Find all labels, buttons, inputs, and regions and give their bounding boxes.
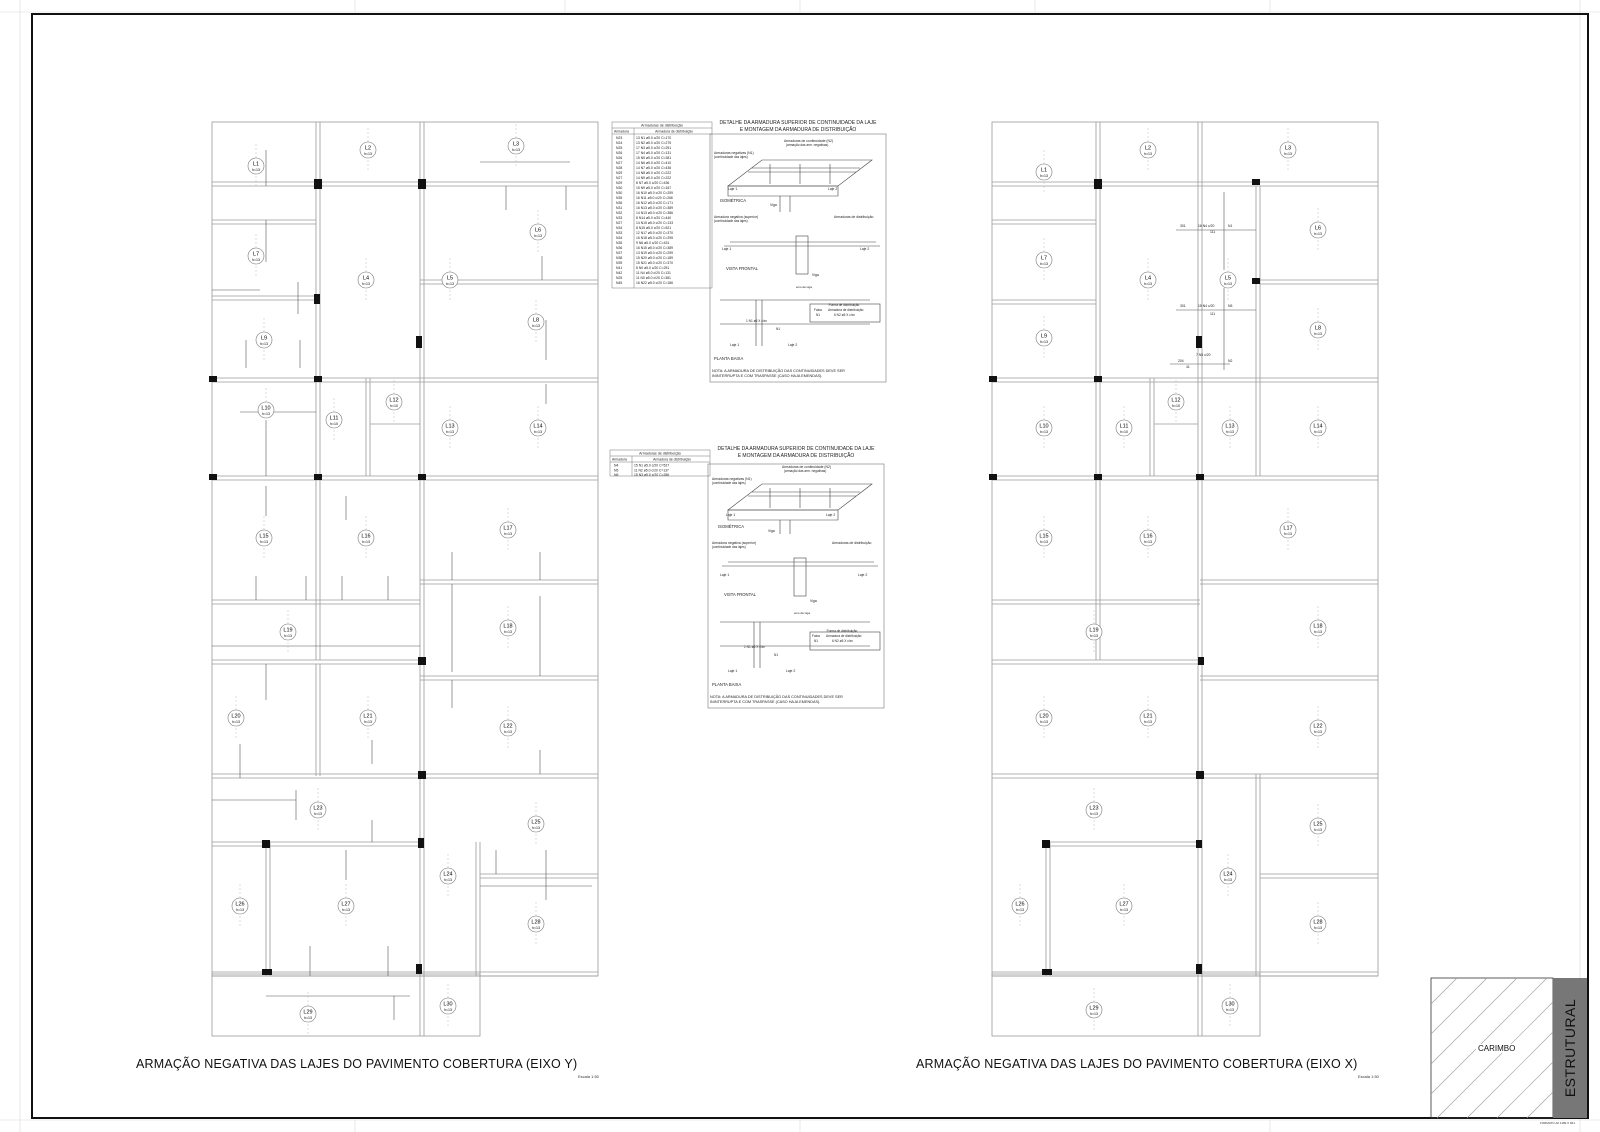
slab-id: L27 <box>1119 901 1129 908</box>
detail-n1-label-top: 1 N1 ø5 X c/xx <box>746 319 767 323</box>
table-1-cell-armadura: N29 <box>616 181 623 185</box>
slab-id: L3 <box>512 141 520 148</box>
table-1-cell-armadura: N24 <box>616 141 623 145</box>
table-1-cell-armadura: N42 <box>616 271 623 275</box>
table-1-cell-armadura: N33 <box>616 231 623 235</box>
slab-thickness: h=13 <box>252 258 260 262</box>
slab-thickness: h=13 <box>534 234 542 238</box>
detail-laje1-top: Laje 1 <box>728 187 738 191</box>
right-plan-scale: Escala 1:50 <box>1358 1074 1379 1079</box>
slab-thickness: h=13 <box>1090 634 1098 638</box>
slab-thickness: h=13 <box>504 630 512 634</box>
slab-id: L17 <box>1283 525 1293 532</box>
detail-forma-h2-bottom: Armadura de distribuição <box>826 634 862 638</box>
slab-thickness: h=13 <box>444 1008 452 1012</box>
table-1-cell-armadura: N45 <box>616 281 623 285</box>
detail-nota-line1-top: NOTA: A ARMADURA DE DISTRIBUIÇÃO DAS CONTINUIDADES DEVE SER <box>712 369 845 373</box>
left-plan-columns <box>209 179 426 975</box>
slab-id: L20 <box>231 713 241 720</box>
slab-thickness: h=13 <box>1090 1012 1098 1016</box>
table-1-cell-distribuicao: 8 N15 ø5.0 c/20 C=521 <box>636 226 672 230</box>
slab-thickness: h=13 <box>512 148 520 152</box>
detail-forma-h1-top: Faixa <box>814 308 822 312</box>
detail-label-n1b-bottom: (continuidade das lajes) <box>712 481 746 485</box>
slab-id: L12 <box>389 397 399 404</box>
table-1-cell-distribuicao: 16 N10 ø5.0 c/20 C=259 <box>636 191 674 195</box>
slab-id: L13 <box>1225 423 1235 430</box>
table-1-cell-distribuicao: 14 N15 ø5.0 c/20 C=133 <box>636 221 674 225</box>
slab-thickness: h=13 <box>1314 926 1322 930</box>
right-rebar-label: 7 N5 c/20 <box>1196 353 1211 357</box>
table-1-cell-distribuicao: 15 N21 ø5.0 c/20 C=370 <box>636 261 674 265</box>
slab-thickness: h=13 <box>1144 540 1152 544</box>
detail-laje1-front-top: Laje 1 <box>722 247 732 251</box>
right-plan-rebar-lines <box>1170 192 1256 370</box>
slab-thickness: h=13 <box>1040 540 1048 544</box>
detail-isometrica-bottom: ISOMÉTRICA <box>718 524 745 529</box>
detail-eixo-viga-bottom: eixo da viga <box>794 611 811 615</box>
slab-id: L19 <box>283 627 293 634</box>
slab-thickness: h=13 <box>532 926 540 930</box>
slab-thickness: h=13 <box>1090 812 1098 816</box>
detail-laje1-plan-top: Laje 1 <box>730 343 740 347</box>
slab-thickness: h=13 <box>252 168 260 172</box>
slab-thickness: h=13 <box>1040 262 1048 266</box>
detail-n1-tag-bottom: N1 <box>774 653 779 657</box>
slab-thickness: h=13 <box>1314 730 1322 734</box>
table-1-cell-armadura: N29 <box>616 171 623 175</box>
slab-id: L12 <box>1171 397 1181 404</box>
detail-laje2-front-bottom: Laje 2 <box>858 573 868 577</box>
table-1-cell-armadura: N30 <box>616 191 623 195</box>
detail-n1-label-bottom: 1 N1 ø5 X c/xx <box>744 645 765 649</box>
discipline-tab-label: ESTRUTURAL <box>1562 998 1579 1098</box>
detail-nota-line2-top: ININTERRUPTA E COM TRASPASSE (CASO HAJA EMENDAS). <box>712 374 823 378</box>
slab-thickness: h=13 <box>362 540 370 544</box>
slab-id: L8 <box>1314 325 1322 332</box>
slab-thickness: h=13 <box>532 324 540 328</box>
table-1-cell-distribuicao: 12 N17 ø5.0 c/20 C=370 <box>636 231 674 235</box>
table-1-cell-armadura: N32 <box>616 211 623 215</box>
table-1-cell-distribuicao: 14 N6 ø5.0 c/20 C=410 <box>636 161 672 165</box>
slab-id: L30 <box>1225 1001 1235 1008</box>
detail-label-n2-bottom: Armaduras de continuidade (N2) <box>782 465 832 469</box>
detail-title-line2-bottom: E MONTAGEM DA ARMADURA DE DISTRIBUIÇÃO <box>737 453 855 459</box>
slab-id: L14 <box>533 423 543 430</box>
slab-thickness: h=13 <box>1144 720 1152 724</box>
slab-id: L26 <box>235 901 245 908</box>
right-plan-columns <box>989 179 1260 975</box>
detail-n1-tag-top: N1 <box>776 327 781 331</box>
table-1-cell-distribuicao: 9 N6 ø5.0 c/20 C=431 <box>636 241 670 245</box>
detail-forma-r2-top: 6 N2 ø5 X c/xx <box>834 313 855 317</box>
table-1-cell-distribuicao: 14 N13 ø5.0 c/20 C=386 <box>636 211 674 215</box>
slab-id: L23 <box>313 805 323 812</box>
slab-thickness: h=13 <box>1040 174 1048 178</box>
detail-forma-r1-bottom: N1 <box>814 639 819 643</box>
slab-id: L26 <box>1015 901 1025 908</box>
table-1-header: Armadura de distribuição <box>655 129 693 134</box>
slab-id: L29 <box>303 1009 313 1016</box>
isometric-sketch-top <box>720 160 880 346</box>
slab-id: L7 <box>1040 255 1048 262</box>
right-rebar-label: 111 <box>1210 230 1216 234</box>
detail-label-neg-sup-top: Armadura negativa (superior) <box>714 215 759 219</box>
detail-laje2-plan-bottom: Laje 2 <box>786 669 796 673</box>
table-1-cell-distribuicao: 16 N13 ø5.0 c/20 C=389 <box>636 206 674 210</box>
right-rebar-label: 16 N4 c/20 <box>1198 224 1215 228</box>
slab-thickness: h=13 <box>1040 430 1048 434</box>
slab-id: L15 <box>259 533 269 540</box>
slab-thickness: h=10 <box>1120 430 1128 434</box>
table-1-cell-armadura: N27 <box>616 221 623 225</box>
slab-id: L7 <box>252 251 260 258</box>
slab-thickness: h=13 <box>1314 332 1322 336</box>
table-1-cell-distribuicao: 17 N3 ø5.0 c/20 C=251 <box>636 146 672 150</box>
table-2-header: Armadura <box>612 457 627 462</box>
detail-forma-h1-bottom: Faixa <box>812 634 820 638</box>
slab-thickness: h=13 <box>284 634 292 638</box>
slab-id: L2 <box>364 145 372 152</box>
table-1-cell-armadura: N30 <box>616 186 623 190</box>
table-1-cell-distribuicao: 11 N0 ø5.0 c/20 C=381 <box>636 276 671 280</box>
detail-isometrica-top: ISOMÉTRICA <box>720 198 747 203</box>
slab-thickness: h=13 <box>1314 630 1322 634</box>
table-1-header: Armadura <box>614 129 629 134</box>
table-1-cell-distribuicao: 15 N9 ø5.0 c/20 C=167 <box>636 186 672 190</box>
detail-nota-line2-bottom: ININTERRUPTA E COM TRASPASSE (CASO HAJA EMENDAS). <box>710 700 821 704</box>
table-1-cell-armadura: N26 <box>616 151 623 155</box>
table-2-header: Armadura de distribuição <box>653 457 691 462</box>
slab-id: L20 <box>1039 713 1049 720</box>
detail-forma-title-top: Forma de distribuição <box>828 303 860 307</box>
slab-id: L5 <box>446 275 454 282</box>
detail-nota-line1-bottom: NOTA: A ARMADURA DE DISTRIBUIÇÃO DAS CONTINUIDADES DEVE SER <box>710 695 843 699</box>
detail-eixo-viga-top: eixo da viga <box>796 285 813 289</box>
table-1-cell-distribuicao: 15 N20 ø5.0 c/20 C=189 <box>636 256 674 260</box>
table-2-cell-distribuicao: 11 N2 ø5.0 c/20 C=137 <box>634 468 669 473</box>
slab-id: L22 <box>1313 723 1323 730</box>
slab-id: L30 <box>443 1001 453 1008</box>
detail-label-n2b-bottom: (armação das arm. negativas) <box>784 469 827 473</box>
left-plan-scale: Escala 1:50 <box>578 1074 599 1079</box>
right-plan-title: ARMAÇÃO NEGATIVA DAS LAJES DO PAVIMENTO COBERTURA (EIXO X) <box>916 1057 1358 1071</box>
slab-thickness: h=13 <box>532 826 540 830</box>
detail-viga-bottom: Viga <box>768 529 775 533</box>
table-1-cell-armadura: N34 <box>616 236 623 240</box>
table-1-cell-distribuicao: 13 N1 ø5.0 c/20 C=170 <box>636 136 672 140</box>
slab-thickness: h=13 <box>260 342 268 346</box>
right-rebar-label: 204 <box>1178 359 1184 363</box>
slab-id: L28 <box>531 919 541 926</box>
slab-thickness: h=13 <box>1016 908 1024 912</box>
slab-thickness: h=13 <box>446 430 454 434</box>
detail-laje2-front-top: Laje 2 <box>860 247 870 251</box>
right-rebar-label: 111 <box>1210 312 1216 316</box>
slab-thickness: h=13 <box>1040 720 1048 724</box>
slab-thickness: h=13 <box>342 908 350 912</box>
slab-thickness: h=13 <box>364 152 372 156</box>
detail-label-neg-supb-bottom: (continuidade das lajes) <box>712 545 746 549</box>
detail-forma-r2-bottom: 6 N2 ø5 X c/xx <box>832 639 853 643</box>
slab-id: L13 <box>445 423 455 430</box>
detail-title-line2-top: E MONTAGEM DA ARMADURA DE DISTRIBUIÇÃO <box>739 127 857 133</box>
detail-laje2-top: Laje 2 <box>828 187 838 191</box>
detail-laje2-bottom: Laje 2 <box>826 513 836 517</box>
table-1-cell-armadura: N34 <box>616 226 623 230</box>
right-rebar-label: 301 <box>1180 304 1186 308</box>
slab-thickness: h=13 <box>314 812 322 816</box>
detail-label-n2-top: Armaduras de continuidade (N2) <box>784 139 834 143</box>
slab-thickness: h=13 <box>1120 908 1128 912</box>
slab-id: L4 <box>362 275 370 282</box>
slab-thickness: h=13 <box>504 730 512 734</box>
slab-thickness: h=13 <box>1040 340 1048 344</box>
table-1-cell-armadura: N27 <box>616 161 623 165</box>
table-1-cell-armadura: N37 <box>616 251 623 255</box>
table-2-cell-armadura: N6 <box>614 473 619 478</box>
slab-thickness: h=13 <box>534 430 542 434</box>
table-1-title: Armaduras de distribuição <box>641 123 683 128</box>
detail-label-n1-top: Armaduras negativas (N1) <box>714 151 754 155</box>
slab-id: L9 <box>1040 333 1048 340</box>
detail-laje2-plan-top: Laje 2 <box>788 343 798 347</box>
slab-id: L18 <box>503 623 513 630</box>
table-1-cell-distribuicao: 16 N15 ø5.0 c/20 C=389 <box>636 246 674 250</box>
table-1-cell-armadura: N26 <box>616 156 623 160</box>
slab-id: L1 <box>1040 167 1048 174</box>
detail-laje1-bottom: Laje 1 <box>726 513 736 517</box>
table-1-cell-distribuicao: 8 N14 ø5.0 c/20 C=440 <box>636 216 672 220</box>
slab-id: L27 <box>341 901 351 908</box>
table-1-cell-distribuicao: 15 N5 ø5.0 c/20 C=381 <box>636 156 672 160</box>
table-1-cell-distribuicao: 11 N4 ø5.0 c/20 C=131 <box>636 271 671 275</box>
detail-forma-r1-top: N1 <box>816 313 821 317</box>
slab-id: L21 <box>363 713 373 720</box>
slab-thickness: h=13 <box>236 908 244 912</box>
slab-thickness: h=13 <box>1284 532 1292 536</box>
table-1-cell-distribuicao: 14 N7 ø5.0 c/20 C=436 <box>636 166 672 170</box>
detail-laje1-plan-bottom: Laje 1 <box>728 669 738 673</box>
table-1-cell-distribuicao: 13 N19 ø5.0 c/20 C=259 <box>636 251 674 255</box>
table-2-cell-distribuicao: 15 N1 ø5.0 c/20 C=527 <box>634 463 670 468</box>
left-plan-rebar-lines <box>212 150 592 1020</box>
detail-viga-front-top: Viga <box>812 273 819 277</box>
slab-id: L6 <box>1314 225 1322 232</box>
slab-id: L11 <box>1119 423 1129 430</box>
table-1-cell-armadura: N31 <box>616 206 623 210</box>
slab-thickness: h=13 <box>1314 828 1322 832</box>
detail-viga-top: Viga <box>770 203 777 207</box>
slab-id: L3 <box>1284 145 1292 152</box>
table-1-cell-armadura: N35 <box>616 196 623 200</box>
discipline-tab <box>1553 978 1587 1118</box>
table-2-cell-armadura: N5 <box>614 468 619 473</box>
slab-id: L23 <box>1089 805 1099 812</box>
slab-id: L28 <box>1313 919 1323 926</box>
table-1-cell-distribuicao: 17 N4 ø5.0 c/20 C=131 <box>636 151 672 155</box>
slab-id: L6 <box>534 227 542 234</box>
slab-id: L17 <box>503 525 513 532</box>
table-1-cell-distribuicao: 8 N7 ø5.0 c/20 C=436 <box>636 181 670 185</box>
table-1-cell-distribuicao: 16 N11 ø5.0 c/20 C=266 <box>636 196 673 200</box>
table-1-cell-distribuicao: 16 N12 ø5.0 c/20 C=171 <box>636 201 674 205</box>
slab-id: L24 <box>1223 871 1233 878</box>
slab-id: L2 <box>1144 145 1152 152</box>
slab-thickness: h=13 <box>362 282 370 286</box>
slab-id: L25 <box>531 819 541 826</box>
slab-id: L1 <box>252 161 260 168</box>
detail-title-line1-bottom: DETALHE DA ARMADURA SUPERIOR DE CONTINUIDADE DA LAJE <box>717 446 875 452</box>
slab-thickness: h=13 <box>364 720 372 724</box>
table-1-cell-armadura: N28 <box>616 166 623 170</box>
table-1-cell-distribuicao: 8 N0 ø5.0 c/20 C=251 <box>636 266 670 270</box>
slab-thickness: h=13 <box>504 532 512 536</box>
slab-thickness: h=13 <box>1226 1008 1234 1012</box>
table-2-cell-distribuicao: 15 N3 ø5.0 c/20 C=286 <box>634 473 670 478</box>
slab-thickness: h=13 <box>1144 282 1152 286</box>
table-1-cell-armadura: N41 <box>616 266 623 270</box>
slab-id: L19 <box>1089 627 1099 634</box>
right-rebar-label: N5 <box>1228 304 1233 308</box>
table-1-cell-distribuicao: 16 N22 ø5.0 c/20 C=186 <box>636 281 674 285</box>
slab-thickness: h=13 <box>1314 430 1322 434</box>
slab-id: L21 <box>1143 713 1153 720</box>
table-1-cell-armadura: N35 <box>616 241 623 245</box>
slab-id: L14 <box>1313 423 1323 430</box>
slab-thickness: h=13 <box>1224 878 1232 882</box>
slab-id: L5 <box>1224 275 1232 282</box>
slab-id: L4 <box>1144 275 1152 282</box>
slab-id: L10 <box>261 405 271 412</box>
table-1-cell-distribuicao: 16 N18 ø5.0 c/20 C=295 <box>636 236 674 240</box>
slab-id: L25 <box>1313 821 1323 828</box>
stamp-label: CARIMBO <box>1478 1044 1516 1053</box>
paper-format: FORMATO A0 1189 X 841 <box>1540 1121 1576 1125</box>
slab-thickness: h=10 <box>390 404 398 408</box>
slab-id: L10 <box>1039 423 1049 430</box>
table-1-cell-armadura: N36 <box>616 246 623 250</box>
slab-id: L22 <box>503 723 513 730</box>
detail-label-neg-sup-bottom: Armadura negativa (superior) <box>712 541 757 545</box>
slab-thickness: h=13 <box>1284 152 1292 156</box>
slab-id: L24 <box>443 871 453 878</box>
detail-label-n1b-top: (continuidade das lajes) <box>714 155 748 159</box>
slab-thickness: h=10 <box>1172 404 1180 408</box>
table-2-cell-armadura: N4 <box>614 463 619 468</box>
detail-title-line1-top: DETALHE DA ARMADURA SUPERIOR DE CONTINUIDADE DA LAJE <box>719 120 877 126</box>
table-1-cell-armadura: N27 <box>616 176 623 180</box>
slab-id: L8 <box>532 317 540 324</box>
slab-thickness: h=13 <box>1314 232 1322 236</box>
isometric-sketch-bottom <box>720 484 880 668</box>
detail-forma-h2-top: Armadura de distribuição <box>828 308 864 312</box>
detail-label-neg-supb-top: (continuidade das lajes) <box>714 219 748 223</box>
detail-forma-title-bottom: Forma de distribuição <box>826 629 858 633</box>
table-1-cell-armadura: N25 <box>616 276 623 280</box>
table-1-cell-armadura: N38 <box>616 256 623 260</box>
slab-thickness: h=10 <box>330 422 338 426</box>
table-2-title: Armaduras de distribuição <box>639 451 681 456</box>
slab-id: L11 <box>329 415 339 422</box>
detail-label-dist-bottom: Armaduras de distribuição <box>832 541 872 545</box>
right-rebar-label: 41 <box>1186 365 1190 369</box>
detail-label-dist-top: Armaduras de distribuição <box>834 215 874 219</box>
detail-label-n1-bottom: Armaduras negativas (N1) <box>712 477 752 481</box>
slab-thickness: h=13 <box>1144 152 1152 156</box>
slab-id: L29 <box>1089 1005 1099 1012</box>
right-rebar-label: 15 N4 c/20 <box>1198 304 1215 308</box>
slab-thickness: h=13 <box>1224 282 1232 286</box>
detail-viga-front-bottom: Viga <box>810 599 817 603</box>
slab-thickness: h=13 <box>444 878 452 882</box>
detail-planta-baixa-top: PLANTA BAIXA <box>714 356 744 361</box>
left-plan-title: ARMAÇÃO NEGATIVA DAS LAJES DO PAVIMENTO COBERTURA (EIXO Y) <box>136 1057 578 1071</box>
slab-thickness: h=13 <box>262 412 270 416</box>
detail-planta-baixa-bottom: PLANTA BAIXA <box>712 682 742 687</box>
slab-thickness: h=13 <box>304 1016 312 1020</box>
slab-thickness: h=13 <box>446 282 454 286</box>
table-1-cell-armadura: N23 <box>616 136 623 140</box>
table-1-cell-distribuicao: 13 N2 ø5.0 c/20 C=275 <box>636 141 672 145</box>
table-1-cell-armadura: N36 <box>616 201 623 205</box>
slab-thickness: h=13 <box>232 720 240 724</box>
table-1-cell-distribuicao: 14 N8 ø5.0 c/20 C=222 <box>636 171 672 175</box>
detail-label-n2b-top: (armação das arm. negativas) <box>786 143 829 147</box>
slab-id: L15 <box>1039 533 1049 540</box>
slab-id: L18 <box>1313 623 1323 630</box>
right-rebar-label: 301 <box>1180 224 1186 228</box>
slab-id: L16 <box>1143 533 1153 540</box>
table-1-cell-armadura: N25 <box>616 146 623 150</box>
right-rebar-label: N2 <box>1228 359 1233 363</box>
table-1-cell-armadura: N39 <box>616 261 623 265</box>
detail-vista-frontal-bottom: VISTA FRONTAL <box>724 592 756 597</box>
table-1-cell-distribuicao: 14 N9 ø5.0 c/20 C=222 <box>636 176 672 180</box>
detail-vista-frontal-top: VISTA FRONTAL <box>726 266 758 271</box>
slab-id: L9 <box>260 335 268 342</box>
slab-id: L16 <box>361 533 371 540</box>
slab-thickness: h=13 <box>1226 430 1234 434</box>
right-rebar-label: N1 <box>1228 224 1233 228</box>
detail-laje1-front-bottom: Laje 1 <box>720 573 730 577</box>
table-1-cell-armadura: N33 <box>616 216 623 220</box>
slab-thickness: h=13 <box>260 540 268 544</box>
